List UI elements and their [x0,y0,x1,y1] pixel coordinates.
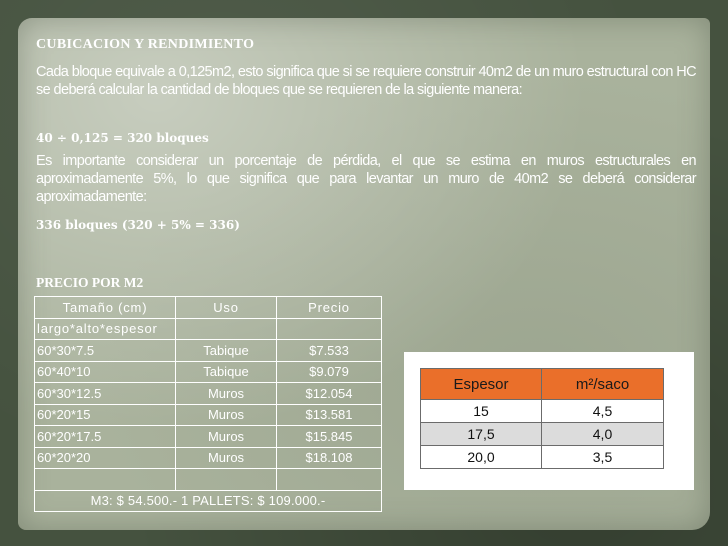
table-row [35,426,382,448]
price-cell-uso: Muros [176,447,277,469]
espesor-cell: 17,5 [421,423,542,446]
table-row [35,383,382,405]
price-table-header-row [35,297,382,319]
m2-saco-cell: 4,5 [542,400,664,423]
table-row [35,404,382,426]
price-cell-size: 60*20*20 [35,447,176,469]
price-cell-precio: $12.054 [277,383,382,405]
price-table [34,296,382,512]
calculation-blocks-with-loss: 336 bloques (320 + 5% = 336) [36,218,240,232]
price-table-subheader-row [35,318,382,340]
table-row [421,423,664,446]
espesor-header-row [421,369,664,400]
m2-saco-cell: 4,0 [542,423,664,446]
price-header-uso: Uso [176,297,277,319]
price-cell-uso: Muros [176,426,277,448]
price-subheader-dimensions: largo*alto*espesor [35,318,176,340]
price-cell-uso: Tabique [176,340,277,362]
table-row-empty [35,469,382,491]
price-subheader-empty [277,318,382,340]
price-cell-empty [176,469,277,491]
price-cell-size: 60*30*7.5 [35,340,176,362]
calculation-blocks: 40 ÷ 0,125 = 320 bloques [36,131,209,145]
espesor-cell: 15 [421,400,542,423]
table-row [35,361,382,383]
price-cell-size: 60*20*17.5 [35,426,176,448]
section-title: CUBICACION Y RENDIMIENTO [36,37,255,52]
table-row [35,340,382,362]
price-table-footer-row [35,490,382,512]
table-row [421,400,664,423]
price-cell-precio: $7.533 [277,340,382,362]
espesor-cell: 20,0 [421,446,542,469]
table-row [35,447,382,469]
price-header-precio: Precio [277,297,382,319]
price-cell-empty [35,469,176,491]
price-subheader-empty [176,318,277,340]
table-row [421,446,664,469]
m2-saco-cell: 3,5 [542,446,664,469]
price-cell-precio: $18.108 [277,447,382,469]
price-footer-pallets: M3: $ 54.500.- 1 PALLETS: $ 109.000.- [35,490,382,512]
paragraph-loss-percentage: Es importante considerar un porcentaje de pérdida, el que se estima en muros estructurales en aproximadamente 5%, lo que significa que para levantar un muro de 40m2 se deberá considerar aproximadamente: [36,153,696,205]
price-cell-size: 60*20*15 [35,404,176,426]
espesor-header: Espesor [421,369,542,400]
price-cell-empty [277,469,382,491]
price-cell-size: 60*40*10 [35,361,176,383]
price-header-size: Tamaño (cm) [35,297,176,319]
price-cell-uso: Muros [176,404,277,426]
price-cell-precio: $9.079 [277,361,382,383]
price-cell-precio: $13.581 [277,404,382,426]
m2-saco-header: m²/saco [542,369,664,400]
price-cell-precio: $15.845 [277,426,382,448]
paragraph-block-equivalence: Cada bloque equivale a 0,125m2, esto significa que si se requiere construir 40m2 de un muro estructural con HC se deberá calcular la cantidad de bloques que se requieren de la siguiente manera: [36,64,696,98]
price-section-title: PRECIO POR M2 [36,275,144,290]
price-cell-uso: Muros [176,383,277,405]
espesor-table [420,368,664,469]
price-cell-size: 60*30*12.5 [35,383,176,405]
price-cell-uso: Tabique [176,361,277,383]
